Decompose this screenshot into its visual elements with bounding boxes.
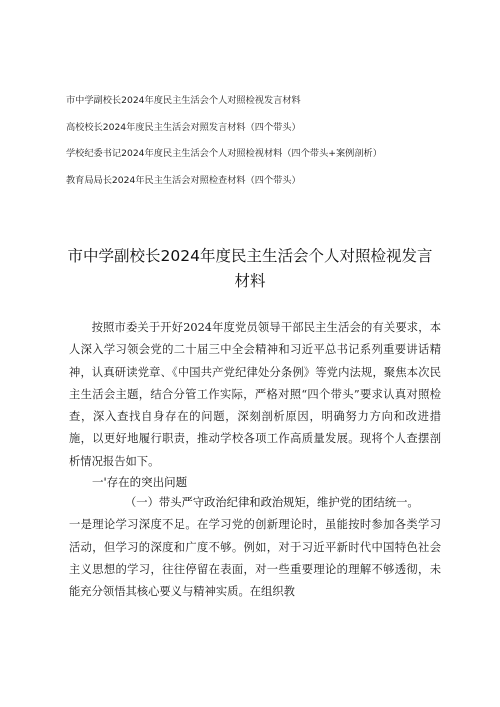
document-body bbox=[69, 317, 441, 604]
toc-item[interactable]: 学校纪委书记2024年度民主生活会个人对照检视材料（四个带头+案例剖析） bbox=[66, 148, 382, 160]
intro-paragraph: 按照市委关于开好2024年度党员领导干部民主生活会的有关要求，本人深入学习领会党的二十届三中全会精神和习近平总书记系列重要讲话精神，认真研读党章、《中国共产党纪律处分条例》等党内法规，聚焦本次民主生活会主题，结合分管工作实际，严格对照“四个带头”要求认真对照检查，深入查找自身存在的问题，深刻剖析原因，明确努力方向和改进措施，以更好地履行职责，推动学校各项工作高质量发展。现将个人查摆剖析情况报告如下。 bbox=[69, 321, 441, 468]
toc-item[interactable]: 市中学副校长2024年度民主生活会个人对照检视发言材料 bbox=[66, 95, 301, 106]
toc-item[interactable]: 教育局局长2024年民主生活会对照检查材料（四个带头） bbox=[66, 174, 301, 186]
subsection-paragraph: 一是理论学习深度不足。在学习党的创新理论时，虽能按时参加各类学习活动，但学习的深度和广度不够。例如，对于习近平新时代中国特色社会主义思想的学习，往往停留在表面，对一些重要理论的理解不够透彻，未能充分领悟其核心要义与精神实质。在组织教 bbox=[69, 518, 441, 599]
table-of-contents bbox=[66, 94, 466, 200]
subsection-heading: （一）带头严守政治纪律和政治规矩，维护党的团结统一。 bbox=[125, 496, 419, 510]
section-heading: 一'存在的突出问题 bbox=[92, 475, 188, 490]
toc-item[interactable]: 高校校长2024年度民主生活会对照发言材料（四个带头） bbox=[66, 121, 301, 133]
document-title: 市中学副校长2024年度民主生活会个人对照检视发言材料 bbox=[67, 247, 433, 290]
